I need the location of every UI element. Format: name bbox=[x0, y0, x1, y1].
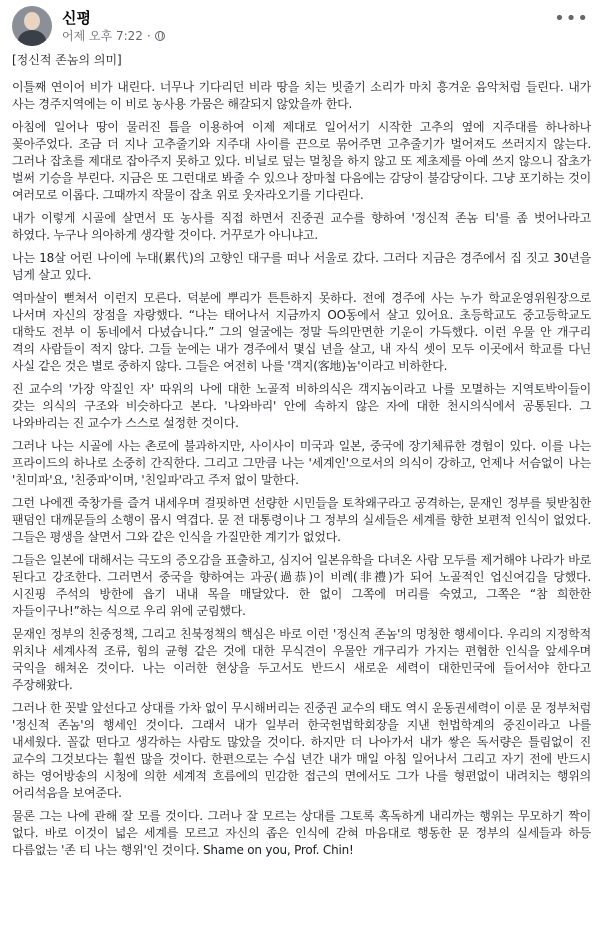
post-body bbox=[12, 52, 591, 859]
paragraph: 아침에 일어나 땅이 물러진 틈을 이용하여 이제 제대로 일어서기 시작한 고추의 옆에 지주대를 하나하나 꽂아주었다. 조금 더 지나 고추줄기와 지주대 사이를 끈으로 묶어주면 고추줄기가 벌어져도 쓰러지지 않는다. 그러나 잡초를 제대로 잡아주지 못하고 있다. 비닐로 덮는 멀칭을 하지 않고 또 제초제를 아예 쓰지 않으니 잡초가 벌써 기승을 부린다. 지금은 또 그런대로 봐줄 수 있으나 장마철 다음에는 감당이 불감당이다. 그냥 포기하는 것이 여러모로 이롭다. 그때까지 작물이 잡초 위로 웃자라오기를 기다린다. bbox=[12, 120, 591, 202]
paragraph: 물론 그는 나에 관해 잘 모를 것이다. 그러나 잘 모르는 상대를 그토록 혹독하게 내리까는 행위는 무모하기 짝이 없다. 바로 이것이 넓은 세계를 모르고 자신의 좁은 인식에 갇혀 마음대로 행동한 문 정부의 실세들과 하등 다름없는 '존 티 나는 행위'인 것이다. Shame on you, Prof. Chin! bbox=[12, 809, 591, 857]
paragraph: 역마살이 뻗쳐서 이런지 모른다. 덕분에 뿌리가 튼튼하지 못하다. 전에 경주에 사는 누가 학교운영위원장으로 나서며 자신의 장점을 자랑했다. “나는 태어나서 지금까지 OO동에서 살고 있어요. 초등학교도 중고등학교도 대학도 전부 이 동네에서 다녔습니다.” 그의 얼굴에는 정말 득의만면한 기운이 가득했다. 이런 우물 안 개구리 격의 사람들이 적지 않다. 그들 눈에는 내가 경주에서 몇십 년을 살고, 내 자식 셋이 모두 이곳에서 학교를 다닌 사실 같은 것은 별로 중하지 않다. 그들은 여전히 나를 '객지(客地)놈'이라고 비하한다. bbox=[12, 291, 591, 373]
post-meta bbox=[62, 27, 165, 44]
post-header bbox=[12, 0, 591, 44]
post-timestamp[interactable]: 어제 오후 7:22 bbox=[62, 29, 143, 43]
author-name[interactable]: 신평 bbox=[62, 9, 91, 27]
globe-icon[interactable] bbox=[155, 31, 165, 41]
paragraph: 그런 나에겐 죽창가를 즐겨 내세우며 걸핏하면 선량한 시민들을 토착왜구라고 공격하는, 문재인 정부를 뒷받침한 팬덤인 대깨문들의 소행이 몹시 역겹다. 문 전 대통령이나 그 정부의 실세들은 세계를 향한 보편적 인식이 없었다. 그들은 평생을 살면서 그와 같은 인식을 가질만한 계기가 없었다. bbox=[12, 496, 591, 544]
paragraph: 그러나 나는 시골에 사는 촌로에 불과하지만, 사이사이 미국과 일본, 중국에 장기체류한 경험이 있다. 이를 나는 프라이드의 하나로 소중히 간직한다. 그리고 그만큼 나는 '세계인'으로서의 의식이 강하고, 언제나 서슴없이 나는 '친미파'요, '친중파'이며, '친일파'라고 주저 없이 말한다. bbox=[12, 439, 591, 487]
post-title: [정신적 존놈의 의미] bbox=[12, 53, 122, 67]
more-options-icon[interactable]: ••• bbox=[554, 8, 589, 29]
avatar-body bbox=[18, 30, 46, 46]
avatar-face bbox=[24, 12, 40, 30]
paragraph: 문재인 정부의 친중정책, 그리고 친북정책의 핵심은 바로 이런 '정신적 존놈'의 멍청한 행세이다. 우리의 지정학적 위치나 세계사적 조류, 힘의 균형 같은 것에 대한 무식견이 우물안 개구리가 가지는 편협한 인식을 앞세우며 국익을 해쳐온 것이다. 나는 이러한 현상을 두고서도 반드시 새로운 세력이 대한민국에 들어서야 한다고 주장해왔다. bbox=[12, 627, 591, 692]
paragraph: 나는 18살 어린 나이에 누대(累代)의 고향인 대구를 떠나 서울로 갔다. 그러다 지금은 경주에서 집 짓고 30년을 넘게 살고 있다. bbox=[12, 251, 591, 282]
paragraph: 내가 이렇게 시골에 살면서 또 농사를 직접 하면서 진중권 교수를 향하여 '정신적 존놈 티'를 좀 벗어나라고 하였다. 누구나 의아하게 생각할 것이다. 거꾸로가 아니냐고. bbox=[12, 211, 591, 242]
paragraph: 이틀째 연이어 비가 내린다. 너무나 기다리던 비라 땅을 치는 빗줄기 소리가 마치 흥겨운 음악처럼 들린다. 내가 사는 경주지역에는 이 비로 농사용 가뭄은 해갈되지 않았을까 한다. bbox=[12, 80, 591, 111]
separator-dot: · bbox=[146, 28, 151, 43]
paragraph: 그러나 한 꼿발 앞선다고 상대를 가차 없이 무시해버리는 진중권 교수의 태도 역시 운동권세력이 이룬 문 정부처럼 '정신적 존놈'의 행세인 것이다. 그래서 내가 일부러 한국헌법학회장을 지낸 헌법학계의 중진이라고 나를 내세웠다. 꼴값 떤다고 생각하는 사람도 많았을 것이다. 하지만 더 나아가서 내가 쌓은 독서량은 틀림없이 진 교수의 그것보다는 훨씬 많을 것이다. 한편으로는 수십 년간 내가 매일 아침 일어나서 그리고 자기 전에 반드시 하는 영어방송의 시청에 의한 세계적 흐름에의 민감한 접근의 면에서도 그가 나를 형편없이 내려치는 행위의 어리석음을 보여준다. bbox=[12, 701, 591, 800]
paragraph: 진 교수의 '가장 악질인 자' 따위의 나에 대한 노골적 비하의식은 객지놈이라고 나를 모멸하는 지역토박이들이 갖는 의식의 구조와 비슷하다고 본다. '나와바리' 안에 속하지 않은 자에 대한 천시의식에서 공통된다. 그 나와바리는 진 교수가 스스로 설정한 것이다. bbox=[12, 382, 592, 430]
paragraph: 그들은 일본에 대해서는 극도의 증오감을 표출하고, 심지어 일본유학을 다녀온 사람 모두를 제거해야 나라가 바로 된다고 강조한다. 그러면서 중국을 향하여는 과공(過恭)이 비례(非禮)가 되어 노골적인 업신여김을 당했다. 시진핑 주석의 방한에 읍기 내내 목을 매달았다. 한 없이 그쪽에 머리를 숙였고, 그쪽은 “참 희한한 자들이구나!”하는 식으로 우리 위에 군림했다. bbox=[12, 553, 591, 618]
author-avatar[interactable] bbox=[12, 6, 52, 46]
